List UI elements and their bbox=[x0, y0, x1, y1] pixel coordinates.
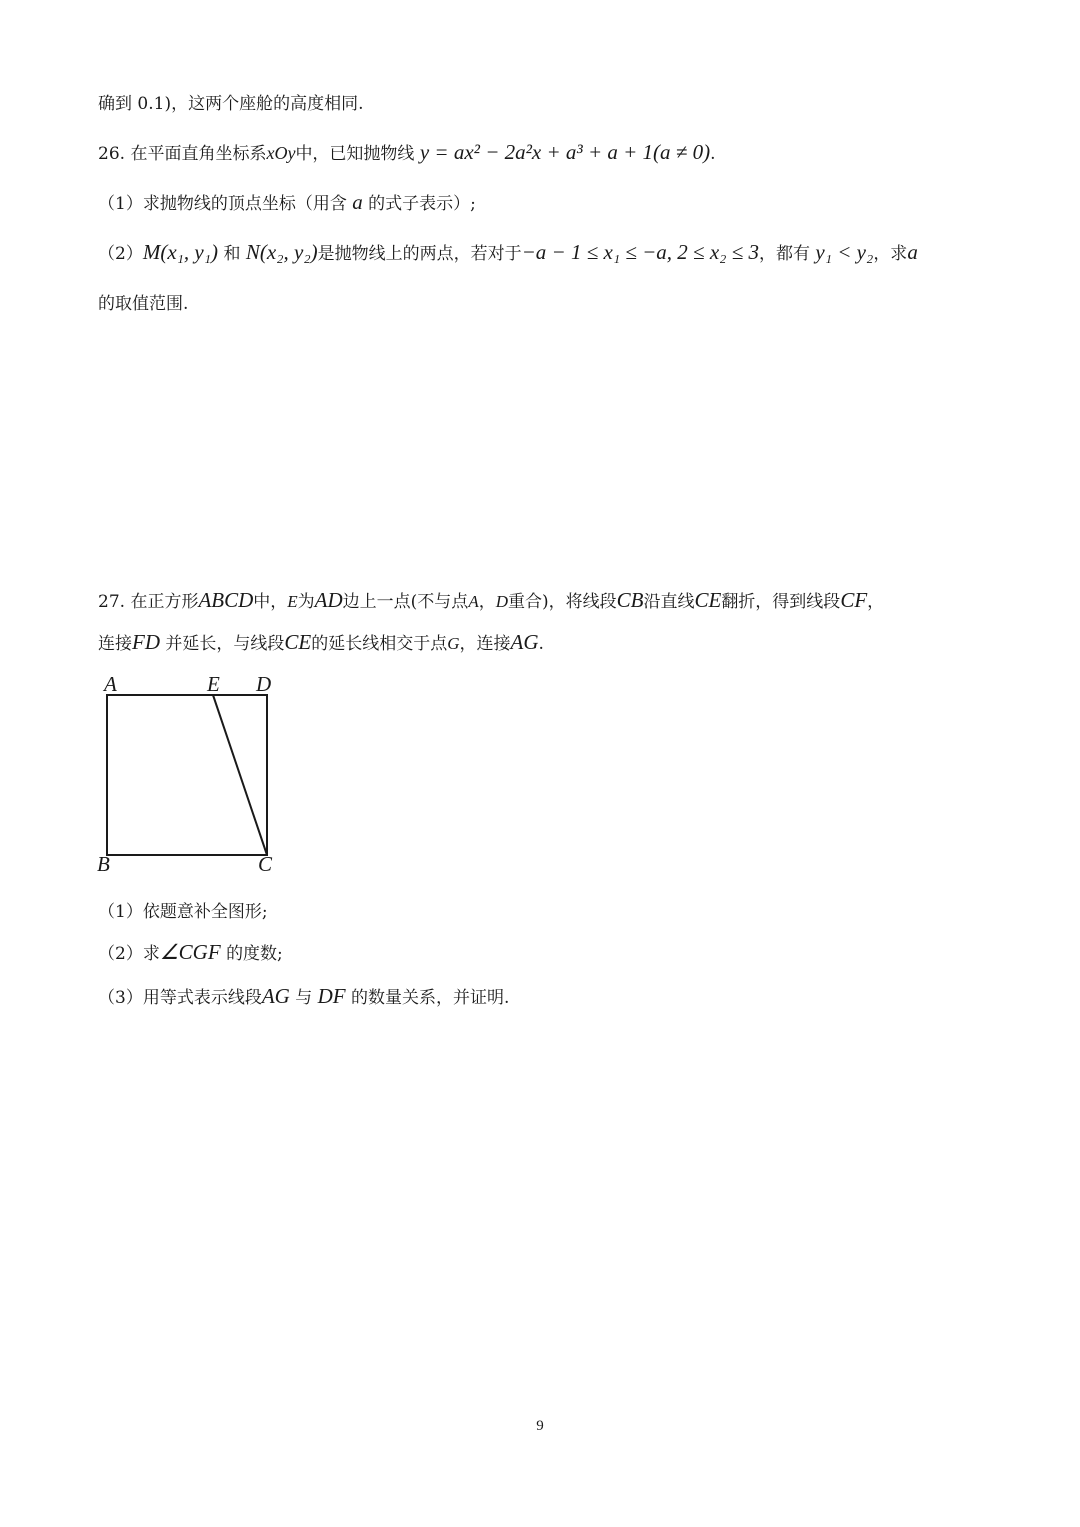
q27-part1: （1）依题意补全图形; bbox=[98, 902, 268, 922]
q27-text-i: ， bbox=[867, 592, 885, 612]
q26-part1 bbox=[98, 190, 476, 216]
q27-figure-svg bbox=[90, 668, 290, 883]
q27-text-l2b: 并延长，与线段 bbox=[165, 634, 285, 654]
q27-segment-FD: FD bbox=[132, 630, 160, 654]
q27-text-g: 沿直线 bbox=[643, 592, 695, 612]
q27-text-l2e: . bbox=[538, 634, 544, 654]
q27-text-d: 边上一点(不与点 bbox=[342, 592, 469, 612]
q27-statement-line1 bbox=[98, 588, 884, 614]
figure-label-E: E bbox=[207, 672, 220, 696]
q27-segment-CB: CB bbox=[616, 588, 644, 612]
q27-text-l2a: 连接 bbox=[98, 634, 132, 654]
q27-part2 bbox=[98, 940, 283, 966]
q27-text-b: 中， bbox=[253, 592, 288, 612]
q27-square-figure bbox=[90, 668, 290, 883]
q27-segment-CF: CF bbox=[840, 588, 868, 612]
q27-part3-text-b: 与 bbox=[295, 988, 313, 1008]
q25-tail-text: 确到 0.1)，这两个座舱的高度相同. bbox=[98, 94, 364, 114]
q27-point-D: D bbox=[495, 592, 508, 611]
q27-part2-text-b: 的度数; bbox=[226, 944, 283, 964]
q27-text-a: 在正方形 bbox=[130, 592, 199, 612]
q26-part2-text-c: ，都有 bbox=[758, 244, 810, 264]
q26-parabola-equation: y = ax² − 2a²x + a³ + a + 1(a ≠ 0) bbox=[419, 140, 711, 164]
q26-part2-label: （2） bbox=[98, 244, 143, 264]
q27-text-l2d: ，连接 bbox=[459, 634, 511, 654]
q27-statement-line2 bbox=[98, 630, 544, 656]
q26-part1-text-b: 的式子表示）; bbox=[368, 194, 476, 214]
q27-part3-text-c: 的数量关系，并证明. bbox=[351, 988, 510, 1008]
q27-line-CE: CE bbox=[694, 588, 722, 612]
q26-point-M: M(x₁, y₁) bbox=[142, 240, 219, 264]
q27-point-A: A bbox=[468, 592, 479, 611]
q26-coord-system: xOy bbox=[266, 143, 296, 163]
q27-part3-DF: DF bbox=[317, 984, 346, 1008]
q27-point-E: E bbox=[287, 592, 298, 611]
q27-part2-text-a: （2）求 bbox=[98, 944, 160, 964]
q27-segment-AD: AD bbox=[314, 588, 343, 612]
q27-number: 27. bbox=[98, 592, 126, 612]
q27-part3 bbox=[98, 984, 509, 1010]
q27-text-l2c: 的延长线相交于点 bbox=[311, 634, 448, 654]
figure-label-B: B bbox=[97, 852, 110, 876]
square-ABCD-outline bbox=[107, 695, 267, 855]
q26-statement bbox=[98, 140, 715, 166]
q26-part2-text-d: ，求 bbox=[873, 244, 908, 264]
q27-part3-text-a: （3）用等式表示线段 bbox=[98, 988, 262, 1008]
q27-segment-AG: AG bbox=[510, 630, 539, 654]
q26-part1-text-a: （1）求抛物线的顶点坐标（用含 bbox=[98, 194, 347, 214]
q27-part3-AG: AG bbox=[261, 984, 290, 1008]
q26-inequality: y₁ < y₂ bbox=[815, 240, 874, 264]
q27-point-G: G bbox=[447, 634, 460, 653]
q26-part2-tail: 的取值范围. bbox=[98, 294, 189, 314]
q26-number: 26. bbox=[98, 144, 126, 164]
figure-label-C: C bbox=[258, 852, 273, 876]
q26-part1-var: a bbox=[352, 190, 363, 214]
q26-condition: −a − 1 ≤ x₁ ≤ −a, 2 ≤ x₂ ≤ 3 bbox=[521, 240, 759, 264]
q26-part2-text-b: 是抛物线上的两点，若对于 bbox=[317, 244, 522, 264]
q26-part2-and: 和 bbox=[223, 244, 241, 264]
page-number: 9 bbox=[536, 1418, 544, 1434]
q26-point-N: N(x₂, y₂) bbox=[245, 240, 318, 264]
q26-mid: 中，已知抛物线 bbox=[295, 144, 415, 164]
q26-intro: 在平面直角坐标系 bbox=[130, 144, 267, 164]
segment-EC bbox=[213, 695, 267, 855]
q27-text-f: 重合)，将线段 bbox=[507, 592, 617, 612]
q27-text-h: 翻折，得到线段 bbox=[721, 592, 841, 612]
q27-segment-CE: CE bbox=[284, 630, 312, 654]
figure-label-D: D bbox=[256, 672, 272, 696]
figure-label-A: A bbox=[104, 672, 117, 696]
q26-part2-var: a bbox=[907, 240, 918, 264]
q27-square-ABCD: ABCD bbox=[198, 588, 254, 612]
q26-end: . bbox=[710, 144, 716, 164]
q27-text-e: ， bbox=[478, 592, 496, 612]
q27-text-c: 为 bbox=[297, 592, 315, 612]
q26-part2 bbox=[98, 240, 918, 266]
q27-angle-CGF: ∠CGF bbox=[159, 940, 221, 964]
